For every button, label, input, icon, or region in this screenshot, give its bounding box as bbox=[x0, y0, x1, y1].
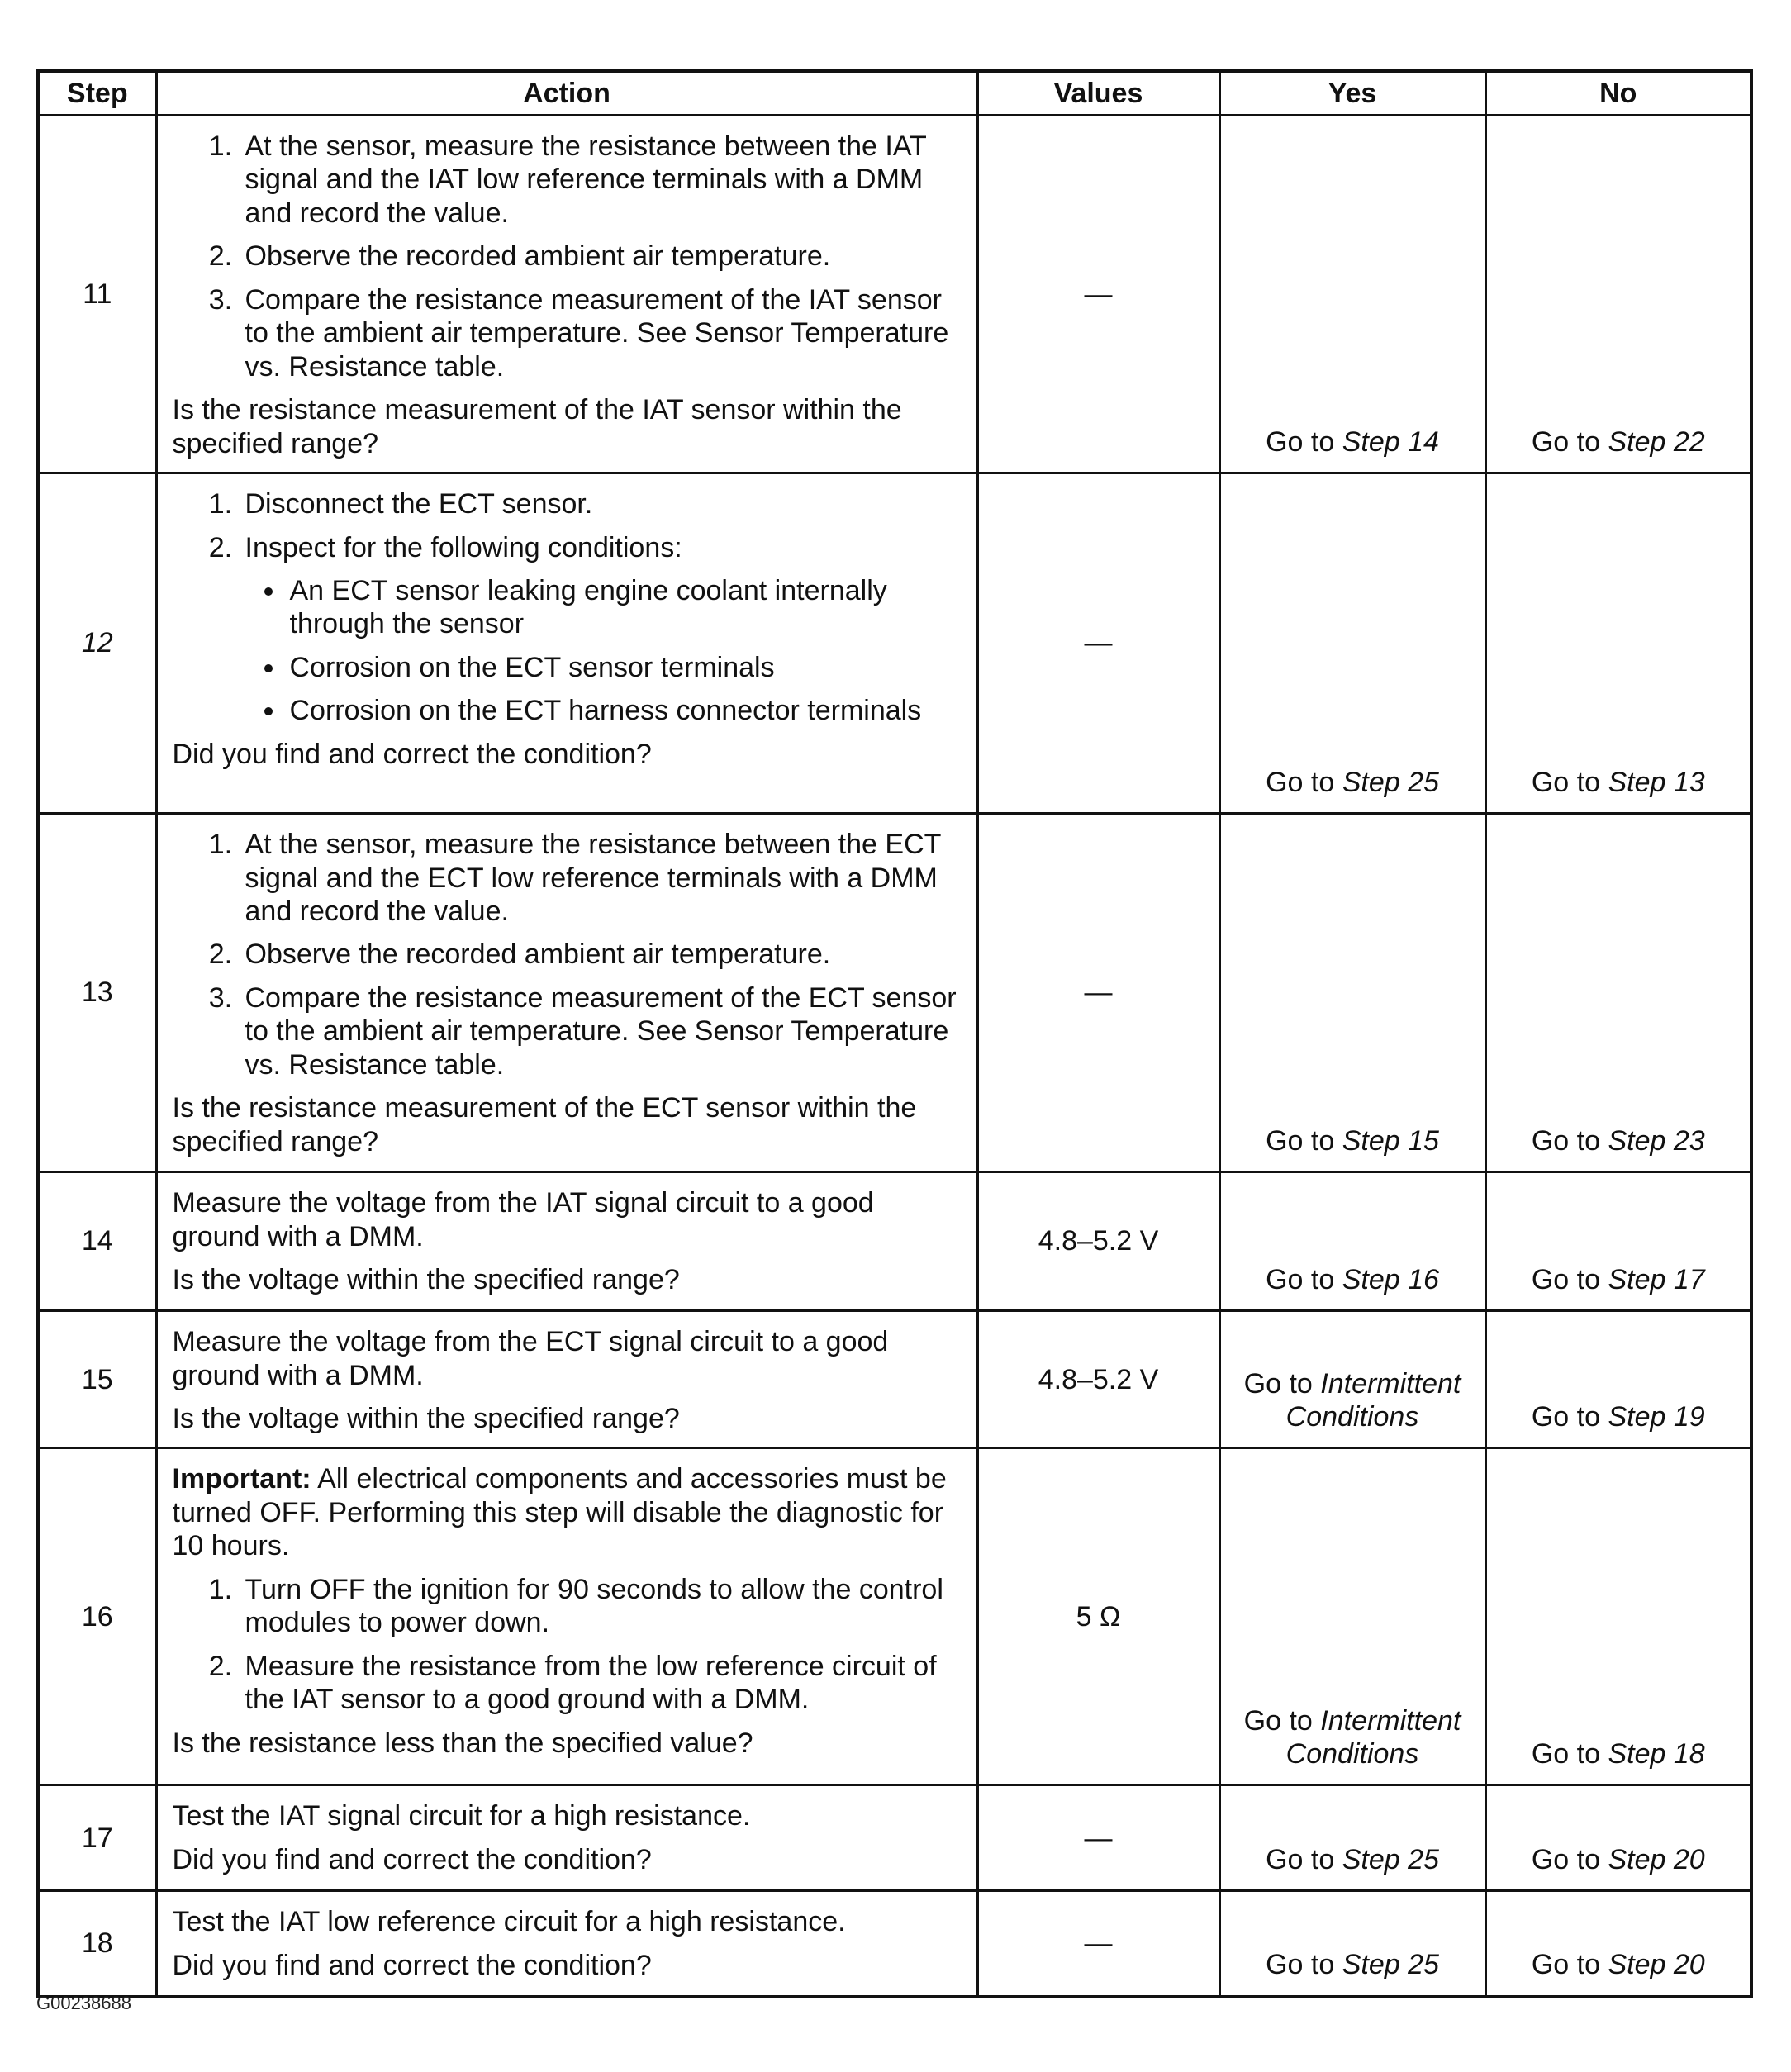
action-steps bbox=[173, 130, 963, 383]
table-row bbox=[38, 1891, 1751, 1997]
yes-prefix: Go to bbox=[1266, 1263, 1335, 1295]
action-cell bbox=[156, 1172, 977, 1311]
values-cell: 5 Ω bbox=[977, 1448, 1219, 1785]
yes-cell bbox=[1219, 1172, 1485, 1311]
yes-cell bbox=[1219, 1891, 1485, 1997]
no-prefix: Go to bbox=[1531, 1737, 1600, 1770]
no-target: Step 18 bbox=[1608, 1737, 1705, 1770]
action-question: Is the resistance less than the specified value? bbox=[172, 1727, 753, 1759]
action-step-text: Compare the resistance measurement of the IAT sensor to the ambient air temperature. See Sensor Temperature vs. Resistance table. bbox=[245, 283, 949, 383]
no-cell bbox=[1485, 814, 1751, 1172]
yes-target: Step 25 bbox=[1342, 1843, 1439, 1875]
action-step bbox=[240, 828, 963, 928]
yes-cell bbox=[1219, 1785, 1485, 1891]
no-cell bbox=[1485, 1785, 1751, 1891]
action-step bbox=[240, 531, 963, 728]
no-cell bbox=[1485, 1448, 1751, 1785]
no-target: Step 20 bbox=[1608, 1843, 1705, 1875]
yes-prefix: Go to bbox=[1266, 1843, 1335, 1875]
action-step-text: At the sensor, measure the resistance between the ECT signal and the ECT low reference terminals with a DMM and record the value. bbox=[245, 829, 941, 927]
values-cell: 4.8–5.2 V bbox=[977, 1172, 1219, 1311]
yes-prefix: Go to bbox=[1266, 1949, 1335, 1981]
important-note bbox=[173, 1462, 963, 1562]
step-number: 11 bbox=[38, 116, 156, 473]
no-prefix: Go to bbox=[1531, 1124, 1600, 1157]
action-step bbox=[240, 240, 963, 273]
no-prefix: Go to bbox=[1531, 1843, 1600, 1875]
action-steps bbox=[173, 1573, 963, 1717]
no-cell bbox=[1485, 1311, 1751, 1448]
condition-list bbox=[245, 574, 963, 728]
values-cell: — bbox=[977, 1891, 1219, 1997]
table-row bbox=[38, 1448, 1751, 1785]
action-question: Is the voltage within the specified range? bbox=[172, 1402, 680, 1434]
action-step bbox=[240, 130, 963, 230]
yes-target: Step 25 bbox=[1342, 766, 1439, 798]
yes-prefix: Go to bbox=[1266, 1124, 1335, 1157]
header-values: Values bbox=[977, 71, 1219, 116]
action-step bbox=[240, 283, 963, 383]
action-cell bbox=[156, 473, 977, 814]
yes-target: Intermittent Conditions bbox=[1285, 1367, 1461, 1433]
no-prefix: Go to bbox=[1531, 425, 1600, 458]
header-step: Step bbox=[38, 71, 156, 116]
action-question: Did you find and correct the condition? bbox=[172, 1843, 652, 1875]
no-target: Step 22 bbox=[1608, 425, 1705, 458]
important-text: All electrical components and accessories must be turned OFF. Performing this step will disable the diagnostic for 10 hours. bbox=[172, 1463, 947, 1562]
yes-prefix: Go to bbox=[1266, 766, 1335, 798]
action-cell bbox=[156, 1785, 977, 1891]
action-step bbox=[240, 1573, 963, 1640]
action-step-text: Disconnect the ECT sensor. bbox=[245, 488, 593, 520]
table-row bbox=[38, 814, 1751, 1172]
no-target: Step 13 bbox=[1608, 766, 1705, 798]
action-step-text: Measure the resistance from the low reference circuit of the IAT sensor to a good ground with a DMM. bbox=[245, 1650, 937, 1716]
header-yes: Yes bbox=[1219, 71, 1485, 116]
table-body bbox=[38, 116, 1751, 1997]
action-question: Is the voltage within the specified range? bbox=[172, 1263, 680, 1295]
yes-prefix: Go to bbox=[1243, 1704, 1313, 1737]
action-instruction: Measure the voltage from the IAT signal circuit to a good ground with a DMM. bbox=[172, 1187, 874, 1252]
diagnostic-table bbox=[36, 69, 1753, 1998]
yes-cell bbox=[1219, 1311, 1485, 1448]
table-row bbox=[38, 1311, 1751, 1448]
action-step-text: Compare the resistance measurement of the ECT sensor to the ambient air temperature. See Sensor Temperature vs. Resistance table. bbox=[245, 981, 957, 1081]
yes-cell bbox=[1219, 814, 1485, 1172]
action-step-text: Inspect for the following conditions: bbox=[245, 531, 682, 563]
no-prefix: Go to bbox=[1531, 1263, 1600, 1295]
action-step-text: Observe the recorded ambient air temperature. bbox=[245, 939, 831, 971]
action-cell bbox=[156, 116, 977, 473]
values-cell: — bbox=[977, 814, 1219, 1172]
action-cell bbox=[156, 1448, 977, 1785]
header-action: Action bbox=[156, 71, 977, 116]
action-instruction: Measure the voltage from the ECT signal circuit to a good ground with a DMM. bbox=[172, 1326, 889, 1391]
table-row bbox=[38, 1172, 1751, 1311]
condition-item: • Corrosion on the ECT sensor terminals bbox=[287, 651, 963, 684]
yes-cell bbox=[1219, 473, 1485, 814]
table-row bbox=[38, 1785, 1751, 1891]
action-step bbox=[240, 1650, 963, 1717]
action-question: Did you find and correct the condition? bbox=[172, 738, 652, 770]
no-cell bbox=[1485, 473, 1751, 814]
no-target: Step 19 bbox=[1608, 1400, 1705, 1433]
action-cell bbox=[156, 814, 977, 1172]
important-label: Important: bbox=[172, 1463, 311, 1495]
values-cell: — bbox=[977, 473, 1219, 814]
no-target: Step 23 bbox=[1608, 1124, 1705, 1157]
action-step-text: Observe the recorded ambient air temperature. bbox=[245, 240, 831, 273]
action-cell bbox=[156, 1891, 977, 1997]
yes-cell bbox=[1219, 116, 1485, 473]
header-row bbox=[38, 71, 1751, 116]
yes-prefix: Go to bbox=[1266, 425, 1335, 458]
figure-id: G00238688 bbox=[36, 1993, 131, 2013]
yes-prefix: Go to bbox=[1243, 1367, 1313, 1400]
action-step bbox=[240, 981, 963, 1081]
step-number: 12 bbox=[38, 473, 156, 814]
header-no: No bbox=[1485, 71, 1751, 116]
action-question: Is the resistance measurement of the ECT sensor within the specified range? bbox=[172, 1092, 917, 1157]
no-target: Step 20 bbox=[1608, 1949, 1705, 1981]
action-step-text: At the sensor, measure the resistance between the IAT signal and the IAT low reference terminals with a DMM and record the value. bbox=[245, 131, 927, 229]
no-cell bbox=[1485, 116, 1751, 473]
yes-target: Step 25 bbox=[1342, 1949, 1439, 1981]
action-step bbox=[240, 487, 963, 520]
action-question: Is the resistance measurement of the IAT sensor within the specified range? bbox=[172, 394, 902, 459]
no-prefix: Go to bbox=[1531, 766, 1600, 798]
no-cell bbox=[1485, 1891, 1751, 1997]
no-prefix: Go to bbox=[1531, 1400, 1600, 1433]
table-row bbox=[38, 473, 1751, 814]
action-question: Did you find and correct the condition? bbox=[172, 1949, 652, 1981]
action-step-text: Turn OFF the ignition for 90 seconds to allow the control modules to power down. bbox=[245, 1573, 943, 1639]
action-step bbox=[240, 938, 963, 971]
yes-target: Step 14 bbox=[1342, 425, 1439, 458]
action-steps bbox=[173, 487, 963, 728]
yes-target: Step 16 bbox=[1342, 1263, 1439, 1295]
no-cell bbox=[1485, 1172, 1751, 1311]
values-cell: — bbox=[977, 1785, 1219, 1891]
no-prefix: Go to bbox=[1531, 1949, 1600, 1981]
values-cell: 4.8–5.2 V bbox=[977, 1311, 1219, 1448]
step-number: 18 bbox=[38, 1891, 156, 1997]
action-steps bbox=[173, 828, 963, 1081]
step-number: 17 bbox=[38, 1785, 156, 1891]
no-target: Step 17 bbox=[1608, 1263, 1705, 1295]
yes-target: Step 15 bbox=[1342, 1124, 1439, 1157]
step-number: 14 bbox=[38, 1172, 156, 1311]
table-row bbox=[38, 116, 1751, 473]
values-cell: — bbox=[977, 116, 1219, 473]
action-instruction: Test the IAT signal circuit for a high resistance. bbox=[172, 1800, 751, 1832]
condition-item: • Corrosion on the ECT harness connector terminals bbox=[287, 694, 963, 727]
yes-cell bbox=[1219, 1448, 1485, 1785]
action-cell bbox=[156, 1311, 977, 1448]
action-instruction: Test the IAT low reference circuit for a high resistance. bbox=[172, 1906, 846, 1938]
step-number: 13 bbox=[38, 814, 156, 1172]
yes-target: Intermittent Conditions bbox=[1285, 1704, 1461, 1770]
step-number: 16 bbox=[38, 1448, 156, 1785]
step-number: 15 bbox=[38, 1311, 156, 1448]
condition-item: • An ECT sensor leaking engine coolant internally through the sensor bbox=[287, 574, 963, 641]
